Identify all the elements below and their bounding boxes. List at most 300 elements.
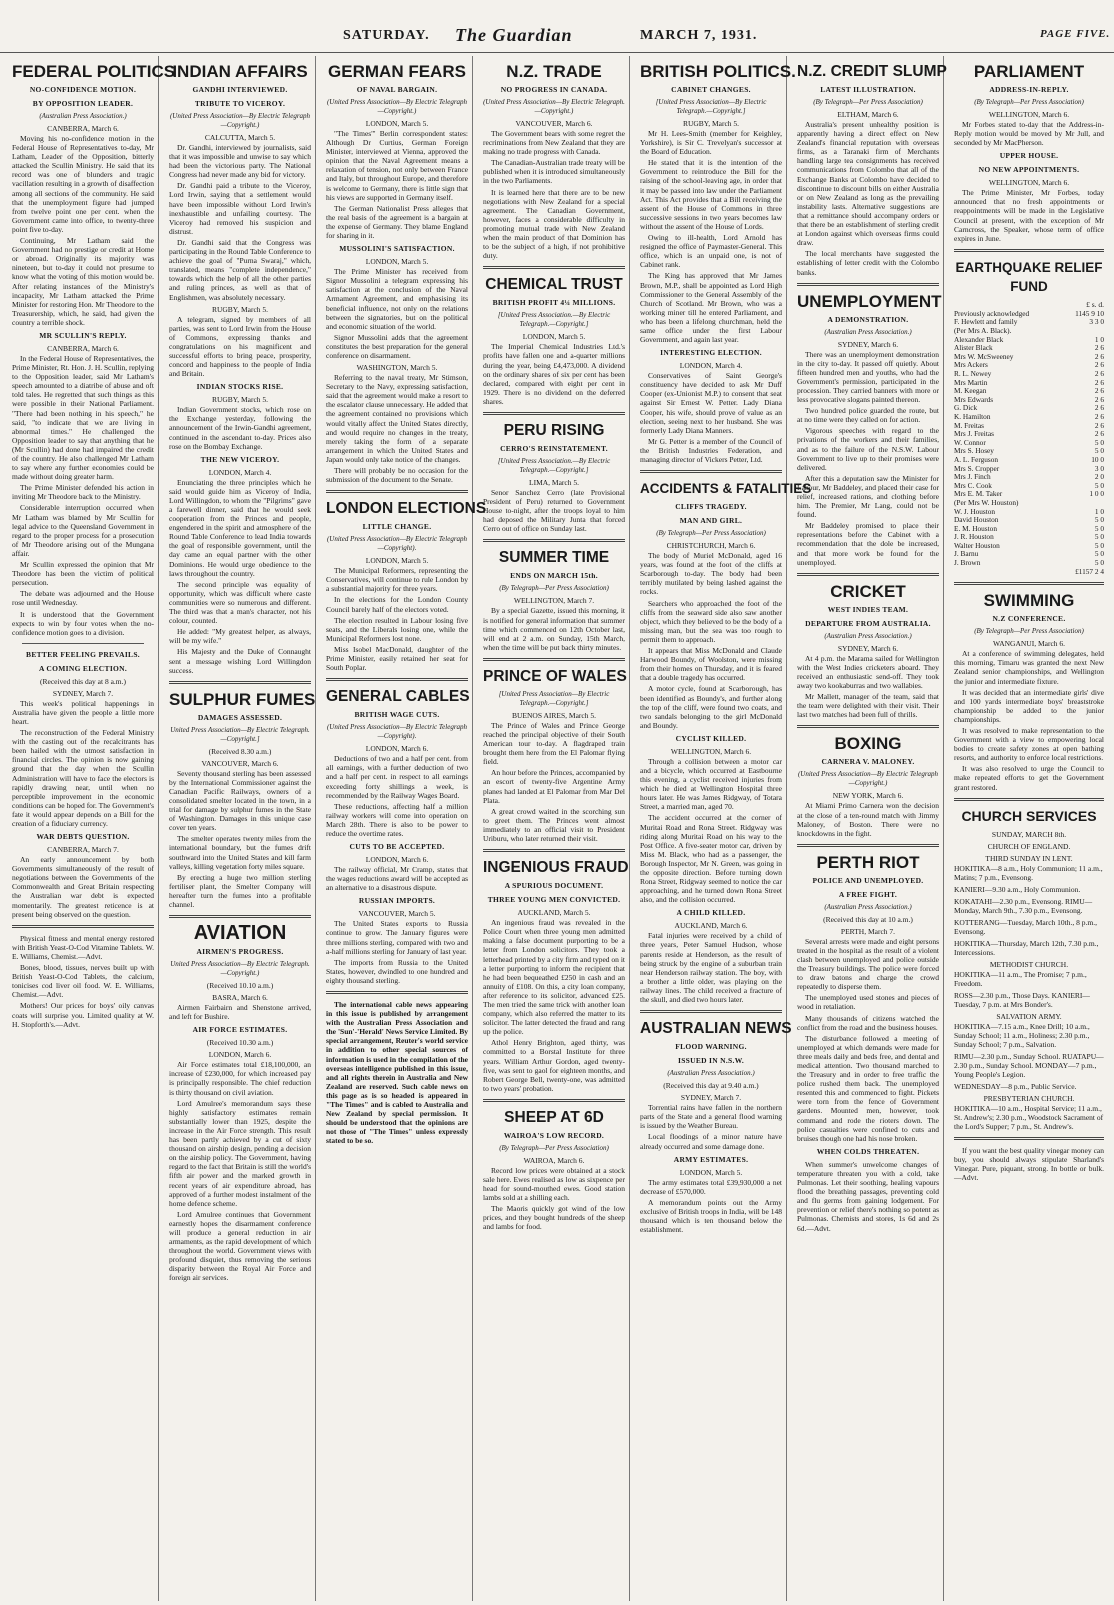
received-line: (Received this day at 10 a.m.) xyxy=(823,914,913,924)
donor-name: Mrs Martin xyxy=(954,377,988,387)
paragraph: These reductions, affecting half a million railway workers will come into operation on March 28th. There is also to be power to reduce the overtime rates. xyxy=(326,801,468,838)
advertisement: Bones, blood, tissues, nerves built up with British Yeast-O-Cod Tablets, the calcium, tonicises cod liver oil food. W. E. Williams, Chemist.—Advt. xyxy=(12,963,154,1000)
paragraph: There will probably be no occasion for the submission of the document to the Senate. xyxy=(326,466,468,485)
credit-line: (United Press Association—By Electric Telegraph—Copyright.) xyxy=(326,98,468,115)
divider xyxy=(169,915,311,918)
column-german-fears xyxy=(322,56,487,1601)
subhead: INDIAN STOCKS RISE. xyxy=(196,382,284,392)
credit-line: (Australian Press Association.) xyxy=(824,902,912,911)
donation-amount: £1157 2 4 xyxy=(1075,566,1104,576)
paragraph: It was also resolved to urge the Council to make repeated efforts to get the Government grant restored. xyxy=(954,764,1104,792)
donor-name: Mrs W. McSweeney xyxy=(954,351,1014,361)
dateline: NEW YORK, March 6. xyxy=(832,791,904,801)
paragraph: Moving his no-confidence motion in the Federal House of Representatives to-day, Mr Latham, Leader of the Opposition, bitterly attacked the Scullin Ministry. He said that its record was one of blunders and tragic vacillation resulting in a growth of disaffection among all sections of the community. He said that the unemployment figure had jumped from twelve point one per cent. when the Government came into office, to twenty-three point five to-day. xyxy=(12,134,154,234)
dateline: AUCKLAND, March 6. xyxy=(674,921,748,931)
dateline: CALCUTTA, March 5. xyxy=(204,133,276,142)
donor-name: M. Freitas xyxy=(954,420,984,430)
headline-boxing: BOXING xyxy=(834,734,902,754)
subhead: A FREE FIGHT. xyxy=(838,889,898,899)
donor-name: Mrs Edwards xyxy=(954,394,994,404)
dateline: SYDNEY, March 7. xyxy=(680,1093,742,1103)
subhead: CYCLIST KILLED. xyxy=(675,733,747,743)
donation-amount: 2 6 xyxy=(1094,351,1104,361)
subhead: AIR FORCE ESTIMATES. xyxy=(192,1025,288,1035)
headline-parliament: PARLIAMENT xyxy=(973,62,1085,81)
paragraph: It was resolved to make representation to the Government with a view to empowering local bodies to create safety zones at open bathing resorts, and authority to enforce local restrictions. xyxy=(954,726,1104,763)
paragraph: The Prime Minister, Mr Forbes, today announced that no fresh appointments or reappointments will be made in the Legislative Council at present, with the exception of Mr Carncross, the Speaker, whose term of office expires in June. xyxy=(954,188,1104,243)
headline-federal-politics: FEDERAL POLITICS xyxy=(12,62,176,81)
paragraph: Mr Scullin expressed the opinion that Mr Theodore has been the victim of political persecution. xyxy=(12,560,154,588)
subhead: A COMING ELECTION. xyxy=(38,663,128,673)
column-parliament xyxy=(950,56,1108,1601)
paragraph: Air Force estimates total £18,100,000, an increase of £230,000, for which increased pay is principally responsible. The chief reduction is thirty thousand on civil aviation. xyxy=(169,1060,311,1097)
paragraph: Continuing, Mr Latham said the Government had no prestige or credit at Home or abroad. Originally its majority was nineteen, but to-day it could not presume to know what the voting of this motion would be. After relating instances of the Ministry's incapacity, Mr Latham attacked the Prime Minister for restoring Hon. Mr Theodore to the Treasurership, which, he said, had given the country a terrible shock. xyxy=(12,236,154,327)
headline-accidents-fatalities: ACCIDENTS & FATALITIES xyxy=(640,481,812,497)
paragraph: The Prince of Wales and Prince George reached the principal objective of their South American tour to-day. A flagdraped train brought them here from the El Palomar flying field. xyxy=(483,720,625,767)
dateline: WELLINGTON, March 6. xyxy=(670,746,752,756)
divider xyxy=(797,725,939,728)
credit-line: (By Telegraph—Per Press Association) xyxy=(499,584,609,593)
paragraph: The Prime Minister defended his action in inviting Mr Theodore back to the Ministry. xyxy=(12,483,154,502)
paragraph: Record low prices were obtained at a stock sale here. Ewes realised as low as sixpence per head for sound-mouthed ewes. Good station lambs sold at a shilling each. xyxy=(483,1165,625,1203)
paragraph: At Miami Primo Carnera won the decision at the close of a ten-round match with Jimmy Maloney, of Boston. There were no knockdowns in the fight. xyxy=(797,801,939,838)
headline-ingenious-fraud: INGENIOUS FRAUD xyxy=(483,859,629,877)
headline-earthquake-relief: EARTHQUAKE RELIEF xyxy=(955,259,1103,275)
subhead: OF NAVAL BARGAIN. xyxy=(356,85,438,94)
paragraph: It is understood that the Government expects to win by four votes when the no-confidence motion goes to a division. xyxy=(12,609,154,637)
subhead: NO NEW APPOINTMENTS. xyxy=(978,165,1080,175)
headline-indian-affairs: INDIAN AFFAIRS xyxy=(172,62,308,81)
paragraph: The Government bears with some regret the recriminations from New Zealand that they are making no trade progress with Canada. xyxy=(483,129,625,157)
subhead: NO-CONFIDENCE MOTION. xyxy=(29,85,137,94)
subhead: CLIFFS TRAGEDY. xyxy=(675,502,747,512)
donation-amount: 2 6 xyxy=(1094,420,1104,430)
dateline: CANBERRA, March 6. xyxy=(47,124,119,133)
donation-amount: 5 0 xyxy=(1094,532,1104,542)
subhead: CERRO'S REINSTATEMENT. xyxy=(500,443,608,453)
masthead xyxy=(0,0,1114,53)
paragraph: The Imperial Chemical Industries Ltd.'s profits have fallen one and a-quarter millions during the year, being £4,473,000. A dividend on the ordinary shares of six per cent has been declared, compared with eight per cent in 1929. There is no dividend on the deferred shares. xyxy=(483,342,625,406)
masthead-paper-title: The Guardian xyxy=(455,25,573,45)
donor-name: (Per Mrs W. Houston) xyxy=(954,497,1019,507)
paragraph: Fatal injuries were received by a child of three years, Peter Samuel Hudson, whose parents reside at Henderson, as the result of being struck by the engine of a suburban train near Henderson railway station. The boy, with a brother a little older, was playing on the railway lines. The child received a fracture of the skull, and died two hours later. xyxy=(640,931,782,1005)
donation-amount: 5 0 xyxy=(1094,515,1104,525)
paragraph: After this a deputation saw the Minister for Labour, Mr Baddeley, and placed their case for relief, increased rations, and clothing before him. The Premier, Mr Lang, could not be found. xyxy=(797,473,939,520)
headline-british-politics: BRITISH POLITICS. xyxy=(640,62,796,81)
donation-amount: 2 6 xyxy=(1094,343,1104,353)
donor-name: Mrs Ackers xyxy=(954,360,988,370)
subhead: LATEST ILLUSTRATION. xyxy=(820,85,916,94)
donor-name: M. Keegan xyxy=(954,386,987,396)
donation-amount: 1 0 xyxy=(1094,334,1104,344)
column-british-politics xyxy=(636,56,812,1601)
paragraph: The election resulted in Labour losing five seats, and the Liberals losing one, while the Municipal Reformers lost none. xyxy=(326,615,468,643)
paragraph: An early announcement by both Governments simultaneously of the result of negotiations between the Governments of the Commonwealth and Great Britain respecting the Australian war debt is expected momentarily. The greatest reticence is at present being observed on the question. xyxy=(12,855,154,919)
paragraph: The unemployed used stones and pieces of wood in retaliation. xyxy=(797,993,939,1012)
paragraph: Dr. Gandhi, interviewed by journalists, said that it was impossible and unwise to say which had been the victorious party. The National Congress had never made any bid for victory. xyxy=(169,143,311,180)
paragraph: The smelter operates twenty miles from the international boundary, but the fumes drift southward into the United States and kill farm valleys, killing vegetation forty miles square. xyxy=(169,834,311,871)
donation-amount: 5 0 xyxy=(1094,558,1104,568)
headline-london-elections: LONDON ELECTIONS xyxy=(326,500,487,518)
advertisement: Mothers! Our prices for boys' oily canvas coats will surprise you. Limited quality at W. H. Stopforth's.—Advt. xyxy=(12,1001,154,1029)
subhead: RUSSIAN IMPORTS. xyxy=(358,896,436,906)
advertisement: If you want the best quality vinegar money can buy, you should always stipulate Sharland's Vinegar. Pure, piquant, strong. In bottle or bulk.—Advt. xyxy=(954,1145,1104,1182)
credit-line: [United Press Association.—By Electric Telegraph.—Copyright.] xyxy=(497,456,611,474)
dateline: CANBERRA, March 6. xyxy=(47,343,119,353)
subhead: BETTER FEELING PREVAILS. xyxy=(26,649,140,659)
dateline: LONDON, March 5. xyxy=(365,257,429,267)
subhead: BY OPPOSITION LEADER. xyxy=(32,99,134,108)
paragraph: Deductions of two and a half per cent. from all earnings, with a further deduction of two and a half per cent. in respect to all earnings exceeding forty shillings a week, is recommended by the Railway Wages Board. xyxy=(326,754,468,800)
service-entry: KOKATAHI—2.30 p.m., Evensong. RIMU—Monday, March 9th., 7.30 p.m., Evensong. xyxy=(954,896,1093,915)
headline-cricket: CRICKET xyxy=(830,581,906,601)
paragraph: Referring to the naval treaty, Mr Stimson, Secretary to the Navy, expressing satisfaction, said that the agreement would make a resort to the escalator clause unnecessary. He added that the agreement contained no provisions which would vitally affect the United States directly, and would require no changes in the treaty, merely taking the form of a separate arrangement in which the United States and Japan would only take notice of the changes. xyxy=(326,373,468,464)
headline-prince-of-wales: PRINCE OF WALES xyxy=(483,667,627,685)
divider xyxy=(326,678,468,681)
headline-general-cables: GENERAL CABLES xyxy=(326,688,470,706)
donor-name: K. Hamilton xyxy=(954,411,991,421)
dateline: LONDON, March 4. xyxy=(208,467,272,477)
paragraph: Indian Government stocks, which rose on the Exchange yesterday, following the announcement of the Irwin-Gandhi agreement, continued in the ascendant to-day. Prices also rose on the Bombay Exchange. xyxy=(169,405,311,451)
donor-name: Mrs E. M. Taker xyxy=(954,489,1003,499)
credit-line: (By Telegraph—Per Press Association) xyxy=(656,529,766,538)
subhead: MAN AND GIRL. xyxy=(679,516,743,526)
paragraph: It is learned here that there are to be new negotiations with New Zealand for a special agreement. The Canadian Government, however, faces a considerable difficulty in promoting mutual trade with New Zealand when the main product of that Dominion has to be the subject of a high, if not prohibitive duty. xyxy=(483,187,625,261)
subscription-row xyxy=(954,568,1104,577)
paragraph: The German Nationalist Press alleges that the real basis of the agreement is a bargain at the expense of Germany. They blame England for sharing in it. xyxy=(326,203,468,241)
service-entry: HOKITIKA—Thursday, March 12th, 7.30 p.m., Intercessions. xyxy=(954,938,1099,957)
received-line: (Received this day at 8 a.m.) xyxy=(39,676,126,686)
divider xyxy=(326,991,468,994)
paragraph: Many thousands of citizens watched the conflict from the road and the business houses. xyxy=(797,1013,939,1032)
paragraph: The Maoris quickly got wind of the low prices, and they bought hundreds of the sheep and lambs for food. xyxy=(483,1204,625,1232)
donation-amount: 2 6 xyxy=(1094,429,1104,439)
divider xyxy=(12,925,154,928)
paragraph: Through a collision between a motor car and a bicycle, which occurred at Eastbourne this evening, a cyclist received injuries from which he died at Wellington Hospital three hours later. He was James Ridgway, of Totara Street, a married man, aged 70. xyxy=(640,756,782,812)
column-nz-trade xyxy=(479,56,630,1601)
donor-name: Walter Houston xyxy=(954,540,1000,550)
paragraph: Miss Isobel MacDonald, daughter of the Prime Minister, easily retained her seat for South Poplar. xyxy=(326,644,468,673)
paragraph: Airmen Fairbairn and Shenstone arrived, and left for Bushire. xyxy=(169,1003,311,1022)
donor-name: (Per Mrs A. Black). xyxy=(954,326,1012,336)
subhead: BRITISH WAGE CUTS. xyxy=(354,710,440,720)
subhead: AIRMEN'S PROGRESS. xyxy=(196,947,284,957)
dateline: LIMA, March 5. xyxy=(529,477,579,487)
credit-line: United Press Association—By Electric Telegraph.—Copyright.] xyxy=(170,725,310,743)
paragraph: The United States exports to Russia continue to grow. The January figures were three millions sterling, compared with two and a-half millions sterling for January of last year. xyxy=(326,919,468,956)
subhead: ARMY ESTIMATES. xyxy=(673,1154,749,1164)
donor-name: W. Connor xyxy=(954,437,986,447)
paragraph: It was decided that an intermediate girls' dive and 100 yards intermediate boys' breaststroke championship be added to the junior championships. xyxy=(954,687,1104,724)
donation-amount: 5 0 xyxy=(1094,540,1104,550)
divider xyxy=(483,658,625,661)
paragraph: Athol Henry Brighton, aged thirty, was committed to a Borstal Institute for three years. William Arthur Gordon, aged twenty-five, was sent to gaol for eighteen months, and Robert George Bell, twenty-one, was admitted to two years' probation. xyxy=(483,1038,625,1093)
dateline: WAIROA, March 6. xyxy=(523,1155,585,1165)
donor-name: E. M. Houston xyxy=(954,523,997,533)
donor-name: Mrs S. Cropper xyxy=(954,463,1000,473)
credit-line: [United Press Association—By Electric Telegraph.—Copyright.] xyxy=(655,98,767,115)
donation-amount: 1 0 0 xyxy=(1089,489,1104,499)
donor-name: David Houston xyxy=(954,515,999,525)
church-date: SUNDAY, MARCH 8th. xyxy=(991,829,1067,839)
donation-amount: 3 3 0 xyxy=(1089,317,1104,327)
dateline: WELLINGTON, March 7. xyxy=(513,596,595,606)
paragraph: His Majesty and the Duke of Connaught sent a message wishing Lord Willingdon success. xyxy=(169,647,311,675)
donor-name: F. Hewlett and family xyxy=(954,317,1018,327)
subhead: DAMAGES ASSESSED. xyxy=(197,712,283,722)
paragraph: The imports from Russia to the United States, however, dwindled to one hundred and eighty thousand sterling. xyxy=(326,957,468,985)
paragraph: Vigorous speeches with regard to the privations of the workers and their families, and as to the failure of the N.S.W. Labour Government to live up to their promises were delivered. xyxy=(797,426,939,472)
paragraph: At 4 p.m. the Marama sailed for Wellington with the West Indies cricketers aboard. They received an enthusiastic send-off. They took away two kookaburras and two wallabies. xyxy=(797,653,939,691)
donor-name: G. Dick xyxy=(954,403,978,413)
paragraph: The Municipal Reformers, representing the Conservatives, will continue to rule London by a substantial majority for three years. xyxy=(326,566,468,594)
dateline: WANGANUI, March 6. xyxy=(992,639,1066,649)
donor-name: Mrs J. Freitas xyxy=(954,429,994,439)
paragraph: Lord Amulree's memorandum says these highly satisfactory estimates remain substantially lower than 1925, despite the increase in the Air Force strength. This result has been partly achieved by a cut of sixty thousand on airship design, pending a decision on the airship policy. The Government, having regard to the fact that Britain is still the world's fifth air power and the marked growth in recent years of air expenditure abroad, has approved of a further modest instalment of the home defence scheme. xyxy=(169,1098,311,1208)
credit-line: (By Telegraph—Per Press Association) xyxy=(974,627,1084,636)
service-entry: HOKITIKA—11 a.m., The Promise; 7 p.m., Freedom. xyxy=(954,969,1087,988)
dateline: VANCOUVER, March 5. xyxy=(358,909,436,919)
donor-name: Mrs S. Hosey xyxy=(954,446,994,456)
paragraph: A great crowd waited in the scorching sun to greet them. The Princes went almost immediately to an official visit to President Uriburu, who later returned their visit. xyxy=(483,806,625,844)
paragraph: The second principle was equality of opportunity, which was difficult where caste communities were so numerous and different. The third was that a man's character, not his colour, counted. xyxy=(169,579,311,626)
donation-amount: 5 0 xyxy=(1094,523,1104,533)
credit-line: [United Press Association.—By Electric Telegraph.—Copyright.] xyxy=(497,311,611,329)
credit-line: (Australian Press Association.) xyxy=(824,631,912,640)
donation-amount: 2 6 xyxy=(1094,377,1104,387)
paragraph: Torrential rains have fallen in the northern parts of the State and a general flood warning is issued by the Weather Bureau. xyxy=(640,1103,782,1131)
credit-line: (United Press Association—By Electric Telegraph—Copyright). xyxy=(326,723,468,741)
credit-line: (United Press Association—By Electric Telegraph—Copyright.) xyxy=(797,770,939,788)
paragraph: An hour before the Princes, accompanied by an escort of twenty-five Argentine Army planes had landed at El Palomar from Mar Del Plata. xyxy=(483,768,625,805)
dateline: LONDON, March 5. xyxy=(365,119,429,128)
dateline: LONDON, March 6. xyxy=(365,855,429,865)
dateline: BUENOS AIRES, March 5. xyxy=(512,710,596,720)
subhead: THREE YOUNG MEN CONVICTED. xyxy=(487,895,621,905)
headline-nz-credit-slump: N.Z. CREDIT SLUMP xyxy=(797,63,947,80)
dateline: VANCOUVER, March 6. xyxy=(515,119,593,128)
credit-line: (Australian Press Association.) xyxy=(667,1069,755,1078)
paragraph: Senor Sanchez Cerro (late Provisional President of Peru) returned to Government House to-night, after the troops loyal to him had deposed the Military Junta that forced Cerro out of office on Sunday last. xyxy=(483,487,625,534)
masthead-day: SATURDAY. xyxy=(343,28,430,43)
donation-amount: 5 0 xyxy=(1094,437,1104,447)
subscription-list xyxy=(954,310,1104,576)
divider xyxy=(483,412,625,415)
paragraph: A memorandum points out the Army exclusive of British troops in India, will be 148 thousand which is ten thousand below the establishment. xyxy=(640,1197,782,1235)
paragraph: Dr. Gandhi paid a tribute to the Viceroy, Lord Irwin, saying that a settlement would have been impossible without Lord Irwin's inexhaustible and unfailing courtesy. The Viceroy had removed his suspicion and distrust. xyxy=(169,181,311,236)
paragraph: He added: "My greatest helper, as always, will be my wife." xyxy=(169,627,311,646)
headline-unemployment: UNEMPLOYMENT xyxy=(797,291,942,311)
subhead: CABINET CHANGES. xyxy=(671,85,751,94)
received-line: (Received 8.30 a.m.) xyxy=(208,746,272,756)
paragraph: The body of Muriel McDonald, aged 16 years, was found at the foot of the cliffs at Scarborough to-day. The body had been terribly mutilated by being lashed against the rocks. xyxy=(640,551,782,597)
subhead: POLICE AND UNEMPLOYED. xyxy=(812,875,924,885)
donor-name: W. J. Houston xyxy=(954,506,996,516)
dateline: SYDNEY, March 6. xyxy=(837,643,899,653)
donation-amount: 3 0 xyxy=(1094,463,1104,473)
subhead: ENDS ON MARCH 15th. xyxy=(510,571,598,581)
paragraph: Local floodings of a minor nature have already occurred and some damage done. xyxy=(640,1132,782,1151)
divider xyxy=(954,249,1104,252)
subhead: MR SCULLIN'S REPLY. xyxy=(39,330,127,340)
service-entry: KOTTERANG—Tuesday, March 10th., 8 p.m., Evensong. xyxy=(954,917,1097,936)
dateline: WASHINGTON, March 5. xyxy=(356,363,438,373)
paragraph: Mr H. Lees-Smith (member for Keighley, Yorkshire), is Sir C. Trevelyan's successor at the Board of Education. xyxy=(640,129,782,157)
service-entry: HOKITIKA—7.15 a.m., Knee Drill; 10 a.m., Sunday School; 11 a.m., Holiness; 2.30 p.m., Sunday School; 7 p.m., Salvation. xyxy=(954,1021,1090,1049)
donor-name: A. L. Ferguson xyxy=(954,454,999,464)
received-line: (Received 10.30 a.m.) xyxy=(206,1038,274,1048)
divider xyxy=(483,539,625,542)
donor-name: J. Brown xyxy=(954,558,981,568)
paragraph: Mr Baddeley promised to place their representations before the Cabinet with a recommendation that the dole be increased, and that more work be found for the unemployed. xyxy=(797,521,939,567)
paragraph: The railway official, Mr Cramp, states that the wages reductions award will be accepted as an alternative to a disastrous dispute. xyxy=(326,865,468,893)
donor-name: R. L. Newey xyxy=(954,369,992,378)
headline-church-services: CHURCH SERVICES xyxy=(961,807,1097,824)
donor-name: Alister Black xyxy=(954,343,993,353)
donation-amount: 2 0 xyxy=(1094,472,1104,482)
subhead: THE NEW VICEROY. xyxy=(200,454,280,464)
divider xyxy=(483,849,625,852)
subhead: CUTS TO BE ACCEPTED. xyxy=(349,842,445,852)
donor-name: Mrs J. Finch xyxy=(954,472,991,482)
subhead: CARNERA V. MALONEY. xyxy=(821,757,915,767)
columns xyxy=(8,56,1108,1601)
paragraph: Two hundred police guarded the route, but at no time were they called on for action. xyxy=(797,406,939,425)
divider xyxy=(483,1099,625,1102)
headline-australian-news: AUSTRALIAN NEWS xyxy=(640,1020,792,1038)
donor-name: J. Barnu xyxy=(954,549,979,559)
dateline: LONDON, March 4. xyxy=(679,361,743,371)
paragraph: The army estimates total £39,930,000 a net decrease of £570,000. xyxy=(640,1177,782,1196)
donation-amount: 10 0 xyxy=(1091,454,1104,464)
church-subtitle: THIRD SUNDAY IN LENT. xyxy=(985,853,1073,863)
donation-amount: 5 0 xyxy=(1094,480,1104,490)
donation-amount: 2 6 xyxy=(1094,403,1104,413)
subhead: ADDRESS-IN-REPLY. xyxy=(989,85,1069,94)
paragraph: Dr. Gandhi said that the Congress was participating in the Round Table Conference to achieve the goal of "Purna Swaraj," which, translated, means "complete independence," towards which the help of all the other parties and ruling princes, as well as that of Englishmen, was absolutely necessary. xyxy=(169,237,311,302)
divider xyxy=(954,1137,1104,1140)
dateline: RUGBY, March 5. xyxy=(211,395,269,405)
paragraph: Enunciating the three principles which he said would guide him as Viceroy of India, Lord Willingdon, to whom the "Pilgrims" gave a farewell dinner, said that he would seek cooperation from the Princes and people, engendered in the spirit and atmosphere of the Round Table Conference to lead India towards the goal of responsible government, until the day came an equal partner with the other Dominions. He would urge obedience to the laws throughout the country. xyxy=(169,477,311,578)
credit-line: (United Press Association—By Electric Telegraph—Copyright.) xyxy=(169,112,311,129)
donation-amount: 2 6 xyxy=(1094,360,1104,370)
divider xyxy=(169,681,311,684)
subhead: TRIBUTE TO VICEROY. xyxy=(194,99,286,108)
dateline: CANBERRA, March 7. xyxy=(47,845,119,855)
service-entry: HOKITIKA—8 a.m., Holy Communion; 11 a.m., Matins; 7 p.m., Evensong. xyxy=(954,863,1103,882)
paragraph: The disturbance followed a meeting of unemployed at which demands were made for three meals daily and beds free, and dental and medical attention. Two thousand marched to the Treasury and in order to free traffic the police rushed them back. The unemployed resented this and commenced to fight. Pickets were torn from the fence of Government gardens. Mounted men, however, took command and rode the rioters down. The police casualties were confined to cuts and bruises though one had his nose broken. xyxy=(797,1033,939,1143)
dateline: PERTH, March 7. xyxy=(840,926,896,936)
paragraph: In the Federal House of Representatives, the Prime Minister, Rt. Hon. J. H. Scullin, replying to the Opposition leader, said Mr Latham's speech amounted to a diatribe of abuse and oft told tales. He regretted that such things as this were possible in their National Parliament. "There had been nothing in his speech," he said, "to indicate that we are living in abnormal times." He challenged the Opposition leader to say that anything that he (Mr Scullin) had done had impaired the credit of the country. He also challenged Mr Latham to say where any further economies could be made without doing greater harm. xyxy=(12,353,154,482)
service-entry: RIMU—2.30 p.m., Sunday School. RUATAPU—2.30 p.m., Sunday School. MONDAY—7 p.m., Young People's Legion. xyxy=(954,1051,1104,1079)
divider xyxy=(797,844,939,847)
dateline: SYDNEY, March 6. xyxy=(837,339,899,349)
headline-german-fears: GERMAN FEARS xyxy=(328,62,466,81)
dateline: RUGBY, March 5. xyxy=(211,304,269,314)
headline-nz-trade: N.Z. TRADE xyxy=(506,62,602,81)
masthead-page-number: PAGE FIVE. xyxy=(1040,28,1111,40)
donor-name: Mrs C. Cook xyxy=(954,480,992,490)
paragraph: "The Times'" Berlin correspondent states: Although Dr Curtius, German Foreign Minister, interviewed at Vienna, approved the opinion that the Naval Agreement means a relaxation of tension, not only between France and Italy, but throughout Europe, and therefore is welcome to Germany, there is little sign that his views are supported in Germany itself. xyxy=(326,129,468,202)
service-entry: WEDNESDAY—8 p.m., Public Service. xyxy=(954,1081,1077,1091)
paragraph: The King has approved that Mr James Brown, M.P., shall be appointed as Lord High Commissioner to the General Assembly of the Church of Scotland. Mr Brown, who was a working miner till he entered Parliament, and who has been a lifelong churchman, held the same office under the first Labour Government, and again last year. xyxy=(640,271,782,345)
donation-amount: 5 0 xyxy=(1094,549,1104,559)
credit-line: (United Press Association—By Electric Telegraph.—Copyright.) xyxy=(483,98,625,115)
donor-name xyxy=(954,568,1062,577)
column-indian-affairs xyxy=(165,56,316,1601)
paragraph: Several arrests were made and eight persons treated in the hospital as the result of a violent clash between unemployed and police outside the Treasury buildings. The police were forced to draw batons and charge the crowd repeatedly to disperse them. xyxy=(797,936,939,992)
church-denomination: METHODIST CHURCH. xyxy=(989,959,1069,969)
divider xyxy=(954,798,1104,801)
subhead: DEPARTURE FROM AUSTRALIA. xyxy=(805,618,931,628)
paragraph: This week's political happenings in Australia have given the people a little more heart. xyxy=(12,698,154,726)
paragraph: Considerable interruption occurred when Mr Latham was blamed by Mr Scullin for legal advice to the Queensland Government in regard to the proper process for a prosecution of Mr Theodore arising out of the Mungana affair. xyxy=(12,503,154,558)
paragraph: The reconstruction of the Federal Ministry with the casting out of the recalcitrants has been hailed with the utmost satisfaction in financial circles. The opinion is now gaining ground that the day when the Scullin Administration will have to face the electors is rapidly drawing near, until when no perceptible improvement in the economic conditions can be hoped for. The Government's fate it would appear depends on a Bill for the creation of a fiduciary currency. xyxy=(12,728,154,828)
paragraph: Mr Forbes stated to-day that the Address-in-Reply motion would be moved by Mr Jull, and seconded by Mr MacPherson. xyxy=(954,120,1104,148)
divider xyxy=(483,266,625,269)
paragraph: He stated that it is the intention of the Government to reintroduce the Bill for the raising of the school-leaving age, in order that it may be passed into law under the Parliament Act. This Act provides that a Bill receiving the assent of the House of Commons in three successive sessions in two years becomes law without the assent of the House of Lords. xyxy=(640,158,782,231)
donation-amount: 2 6 xyxy=(1094,369,1104,378)
subhead: INTERESTING ELECTION. xyxy=(660,348,762,358)
credit-line: (By Telegraph—Per Press Association) xyxy=(813,98,923,106)
donor-name: J. R. Houston xyxy=(954,532,994,542)
divider xyxy=(797,573,939,576)
donor-name: Alexander Black xyxy=(954,334,1004,344)
dateline: VANCOUVER, March 6. xyxy=(201,758,279,768)
received-line: (Received this day at 9.40 a.m.) xyxy=(663,1081,759,1091)
subhead: ISSUED IN N.S.W. xyxy=(677,1056,744,1066)
paragraph: There was an unemployment demonstration in the city to-day. It passed off quietly. About fifteen hundred men and youths, who had the Government's permission, participated in the procession. They carried banners with more or less provocative slogans painted thereon. xyxy=(797,349,939,405)
paragraph: A telegram, signed by members of all parties, was sent to Lord Irwin from the House of Commons, expressing thanks and congratulations on his magnificent and successful efforts to bring peace, prosperity, concord and happiness to the people of India and Britain. xyxy=(169,314,311,379)
church-denomination: CHURCH OF ENGLAND. xyxy=(987,841,1071,851)
dateline: SYDNEY, March 7. xyxy=(52,688,114,698)
subhead: NO PROGRESS IN CANADA. xyxy=(500,85,608,94)
headline-sheep-at-6d: SHEEP AT 6D xyxy=(504,1108,604,1126)
dateline: AUCKLAND, March 5. xyxy=(517,908,591,918)
credit-line: (By Telegraph—Per Press Association) xyxy=(499,1143,609,1152)
paragraph: A motor cycle, found at Scarborough, has been identified as Boundy's, and further along the top of the cliff, were found two coats, and two sandals belonging to the girl McDonald and Boundy. xyxy=(640,684,782,730)
paragraph: By erecting a huge two million sterling fertiliser plant, the Smelter Company will hereafter turn the fumes into a profitable channel. xyxy=(169,872,311,909)
subhead: A SPURIOUS DOCUMENT. xyxy=(504,881,604,891)
dateline: ELTHAM, March 6. xyxy=(837,110,899,119)
credit-line: (United Press Association—By Electric Telegraph—Copyright). xyxy=(326,535,468,553)
paragraph: The accident occurred at the corner of Muritai Road and Rona Street. Ridgway was riding along Muritai Road on his way to the Post Office. A five-seater motor car, driven by Miss M. Black, who had as a passenger, the Borough Inspector, Mr N. Green, was going in the opposite direction. Before turning down Rona Street, Ridgway seemed to notice the car approaching, and he turned down Rona Street also, and the collision occurred. xyxy=(640,813,782,905)
paragraph: In the elections for the London County Council barely half of the electors voted. xyxy=(326,595,468,614)
dateline: RUGBY, March 5. xyxy=(682,119,740,128)
dateline: CHRISTCHURCH, March 6. xyxy=(666,541,756,551)
divider xyxy=(22,643,144,644)
subhead: WHEN COLDS THREATEN. xyxy=(816,1146,920,1156)
dateline: LONDON, March 5. xyxy=(522,332,586,342)
paragraph: The debate was adjourned and the House rose until Wednesday. xyxy=(12,589,154,608)
cable-news-notice: The international cable news appearing in this issue is published by arrangement with the Australian Press Association and the 'Sun'-'Herald' News Service Limited. By special arrangement, Reuter's world service in addition to other special sources of information is used in the compilation of the overseas intelligence published in this issue, and all rights therein in Australia and New Zealand are reserved. Such cable news on this page as is so headed is appeared in "The Times" and is cabled to Australia and New Zealand by special permission. It should be understood that the opinions are not those of "The Times" unless expressly stated to be so. xyxy=(326,1000,468,1146)
divider xyxy=(797,283,939,286)
service-entry: KANIERI—9.30 a.m., Holy Communion. xyxy=(954,884,1081,894)
dateline: LONDON, March 5. xyxy=(365,556,429,566)
subhead: WEST INDIES TEAM. xyxy=(827,604,909,614)
paragraph: Mr Mallett, manager of the team, said that the team were delighted with their visit. Their last two matches had been full of thrills. xyxy=(797,692,939,720)
subhead: GANDHI INTERVIEWED. xyxy=(192,85,288,94)
donation-amount: 1 0 xyxy=(1094,506,1104,516)
paragraph: An ingenious fraud was revealed in the Police Court when three young men admitted making a false document purporting to be a letter from London solicitors. They took a letterhead printed by a city firm and typed on it a letter purporting to inform the recipient that he had been bequeathed £250 in cash and an annuity of £108. On this, a city loan company, after reference to its solicitor, advanced £25. The men tried the same trick with another loan company, which also referred the matter to its solicitor. The latter detected the fraud and rang up the police. xyxy=(483,918,625,1037)
church-denomination: SALVATION ARMY. xyxy=(996,1011,1062,1021)
headline-perth-riot: PERTH RIOT xyxy=(816,852,920,872)
donor-name: Previously acknowledged xyxy=(954,308,1030,318)
paragraph: Lord Amulree continues that Government earnestly hopes the disarmament conference will produce a general reduction in air armaments, as the rapid development of which throughout the world. Government views with profound disquiet, thus removing the serious disparity between the Royal Air Force and foreign air services. xyxy=(169,1209,311,1283)
column-federal-politics xyxy=(8,56,176,1601)
paragraph: The Canadian-Australian trade treaty will be published when it is introduced simultaneously in the two Parliaments. xyxy=(483,158,625,186)
divider xyxy=(640,470,782,473)
